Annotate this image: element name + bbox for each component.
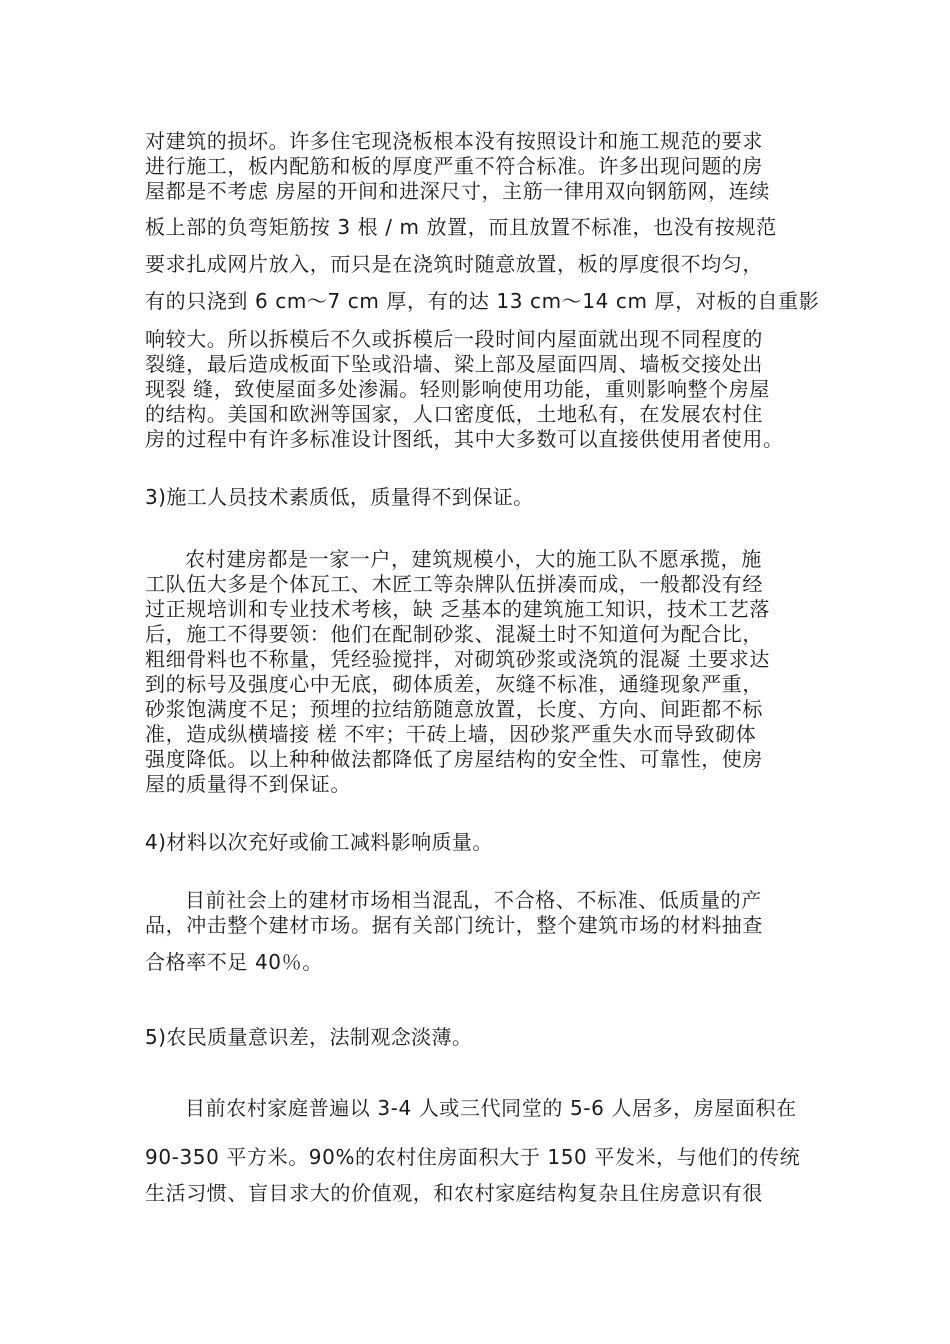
text-line: 屋的质量得不到保证。 <box>145 772 351 796</box>
text-line: 准，造成纵横墙接 槎 不牢；干砖上墙，因砂浆严重失水而导致砌体 <box>145 722 757 746</box>
text-line: 现裂 缝，致使屋面多处渗漏。轻则影响使用功能，重则影响整个房屋 <box>145 377 770 401</box>
text-line: 合格率不足 40％。 <box>145 950 323 974</box>
text-line: 进行施工，板内配筋和板的厚度严重不符合标准。许多出现问题的房 <box>145 154 763 178</box>
text-line: 房的过程中有许多标准设计图纸，其中大多数可以直接供使用者使用。 <box>145 427 784 451</box>
text-line: 目前农村家庭普遍以 3-4 人或三代同堂的 5-6 人居多，房屋面积在 <box>185 1096 797 1120</box>
text-line: 目前社会上的建材市场相当混乱，不合格、不标准、低质量的产 <box>185 888 762 912</box>
text-line: 板上部的负弯矩筋按 3 根 / m 放置，而且放置不标准，也没有按规范 <box>145 215 777 239</box>
text-line: 90-350 平方米。90%的农村住房面积大于 150 平发米，与他们的传统 <box>145 1145 801 1169</box>
text-line: 有的只浇到 6 cm～7 cm 厚，有的达 13 cm～14 cm 厚，对板的自重影 <box>145 289 820 313</box>
section-heading-3: 3)施工人员技术素质低，质量得不到保证。 <box>145 485 534 509</box>
section-heading-4: 4)材料以次充好或偷工减料影响质量。 <box>145 830 493 854</box>
text-line: 裂缝，最后造成板面下坠或沿墙、梁上部及屋面四周、墙板交接处出 <box>145 352 763 376</box>
text-line: 品，冲击整个建材市场。据有关部门统计，整个建筑市场的材料抽查 <box>145 913 763 937</box>
text-line: 后，施工不得要领：他们在配制砂浆、混凝土时不知道何为配合比， <box>145 622 763 646</box>
text-line: 过正规培训和专业技术考核，缺 乏基本的建筑施工知识，技术工艺落 <box>145 597 770 621</box>
text-line: 粗细骨料也不称量，凭经验搅拌，对砌筑砂浆或浇筑的混凝 土要求达 <box>145 647 770 671</box>
text-line: 的结构。美国和欧洲等国家，人口密度低，土地私有，在发展农村住 <box>145 402 763 426</box>
text-line: 强度降低。以上种种做法都降低了房屋结构的安全性、可靠性，使房 <box>145 747 763 771</box>
text-line: 响较大。所以拆模后不久或拆模后一段时间内屋面就出现不同程度的 <box>145 327 763 351</box>
text-line: 对建筑的损坏。许多住宅现浇板根本没有按照设计和施工规范的要求 <box>145 129 763 153</box>
text-line: 到的标号及强度心中无底，砌体质差，灰缝不标准，通缝现象严重， <box>145 672 763 696</box>
text-line: 生活习惯、盲目求大的价值观，和农村家庭结构复杂且住房意识有很 <box>145 1181 763 1205</box>
text-line: 工队伍大多是个体瓦工、木匠工等杂牌队伍拼凑而成，一般都没有经 <box>145 572 763 596</box>
text-line: 屋都是不考虑 房屋的开间和进深尺寸，主筋一律用双向钢筋网，连续 <box>145 179 770 203</box>
text-line: 农村建房都是一家一户，建筑规模小，大的施工队不愿承揽，施 <box>185 547 762 571</box>
section-heading-5: 5)农民质量意识差，法制观念淡薄。 <box>145 1025 473 1049</box>
text-line: 砂浆饱满度不足；预埋的拉结筋随意放置，长度、方向、间距都不标 <box>145 697 763 721</box>
text-line: 要求扎成网片放入，而只是在浇筑时随意放置，板的厚度很不均匀， <box>145 252 763 276</box>
